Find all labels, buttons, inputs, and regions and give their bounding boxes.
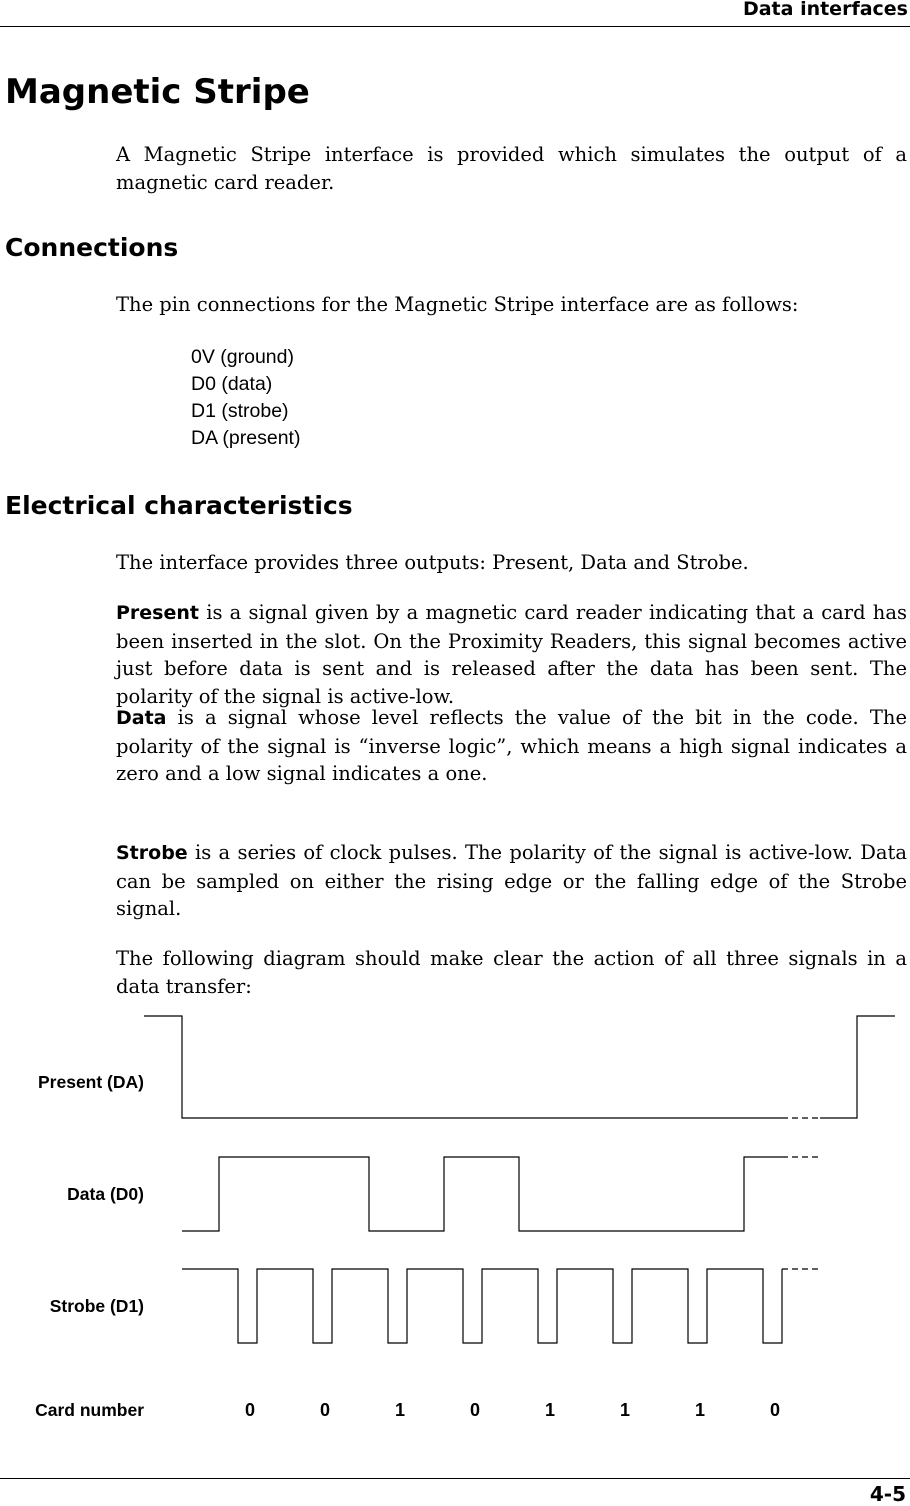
footer-rule [0, 1478, 910, 1479]
present-term: Present [116, 602, 199, 624]
card-bit: 1 [619, 1400, 631, 1420]
strobe-waveform [182, 1269, 782, 1343]
strobe-term: Strobe [116, 842, 188, 864]
pin-item-ground: 0V (ground) [191, 346, 294, 368]
card-bit: 0 [244, 1400, 256, 1420]
data-text: is a signal whose level reflects the value of the bit in the code. The polarity of the signal is “inverse logic”, which means a high signal indicates a zero and a low signal indicates a one. [116, 706, 907, 785]
heading-magnetic-stripe: Magnetic Stripe [5, 72, 310, 112]
present-description [116, 599, 907, 710]
present-signal-label: Present (DA) [38, 1072, 144, 1092]
pin-item-data: D0 (data) [191, 373, 273, 395]
connections-intro: The pin connections for the Magnetic Stripe interface are as follows: [116, 293, 799, 316]
card-bit: 1 [394, 1400, 406, 1420]
heading-electrical-characteristics: Electrical characteristics [5, 491, 353, 520]
pin-item-strobe: D1 (strobe) [191, 400, 289, 422]
timing-diagram [0, 1000, 910, 1440]
strobe-text: is a series of clock pulses. The polarity of the signal is active-low. Data can be sampled on either the rising edge or the falling edge of the Strobe signal. [116, 841, 907, 920]
diagram-intro: The following diagram should make clear the action of all three signals in a data transfer: [116, 947, 907, 998]
card-bit: 0 [469, 1400, 481, 1420]
data-term: Data [116, 707, 167, 729]
card-number-label: Card number [35, 1400, 144, 1420]
header-section-title: Data interfaces [742, 0, 908, 20]
strobe-description [116, 839, 907, 923]
card-bit: 1 [544, 1400, 556, 1420]
page-number: 4-5 [869, 1482, 906, 1506]
pin-item-present: DA (present) [191, 427, 301, 449]
data-waveform [182, 1157, 782, 1231]
heading-connections: Connections [5, 233, 179, 262]
card-bit: 1 [694, 1400, 706, 1420]
magnetic-stripe-intro: A Magnetic Stripe interface is provided which simulates the output of a magnetic card reader. [116, 143, 907, 194]
header-rule [0, 26, 910, 27]
strobe-signal-label: Strobe (D1) [49, 1296, 144, 1316]
present-text: is a signal given by a magnetic card reader indicating that a card has been inserted in the slot. On the Proximity Readers, this signal becomes active just before data is sent and is released after the data has been sent. The polarity of the signal is active-low. [116, 601, 907, 708]
present-waveform [144, 1016, 895, 1118]
pin-list [191, 344, 300, 452]
data-description [116, 704, 907, 788]
data-signal-label: Data (D0) [67, 1184, 144, 1204]
electrical-intro: The interface provides three outputs: Present, Data and Strobe. [116, 551, 749, 574]
card-bit: 0 [769, 1400, 781, 1420]
card-bit: 0 [319, 1400, 331, 1420]
